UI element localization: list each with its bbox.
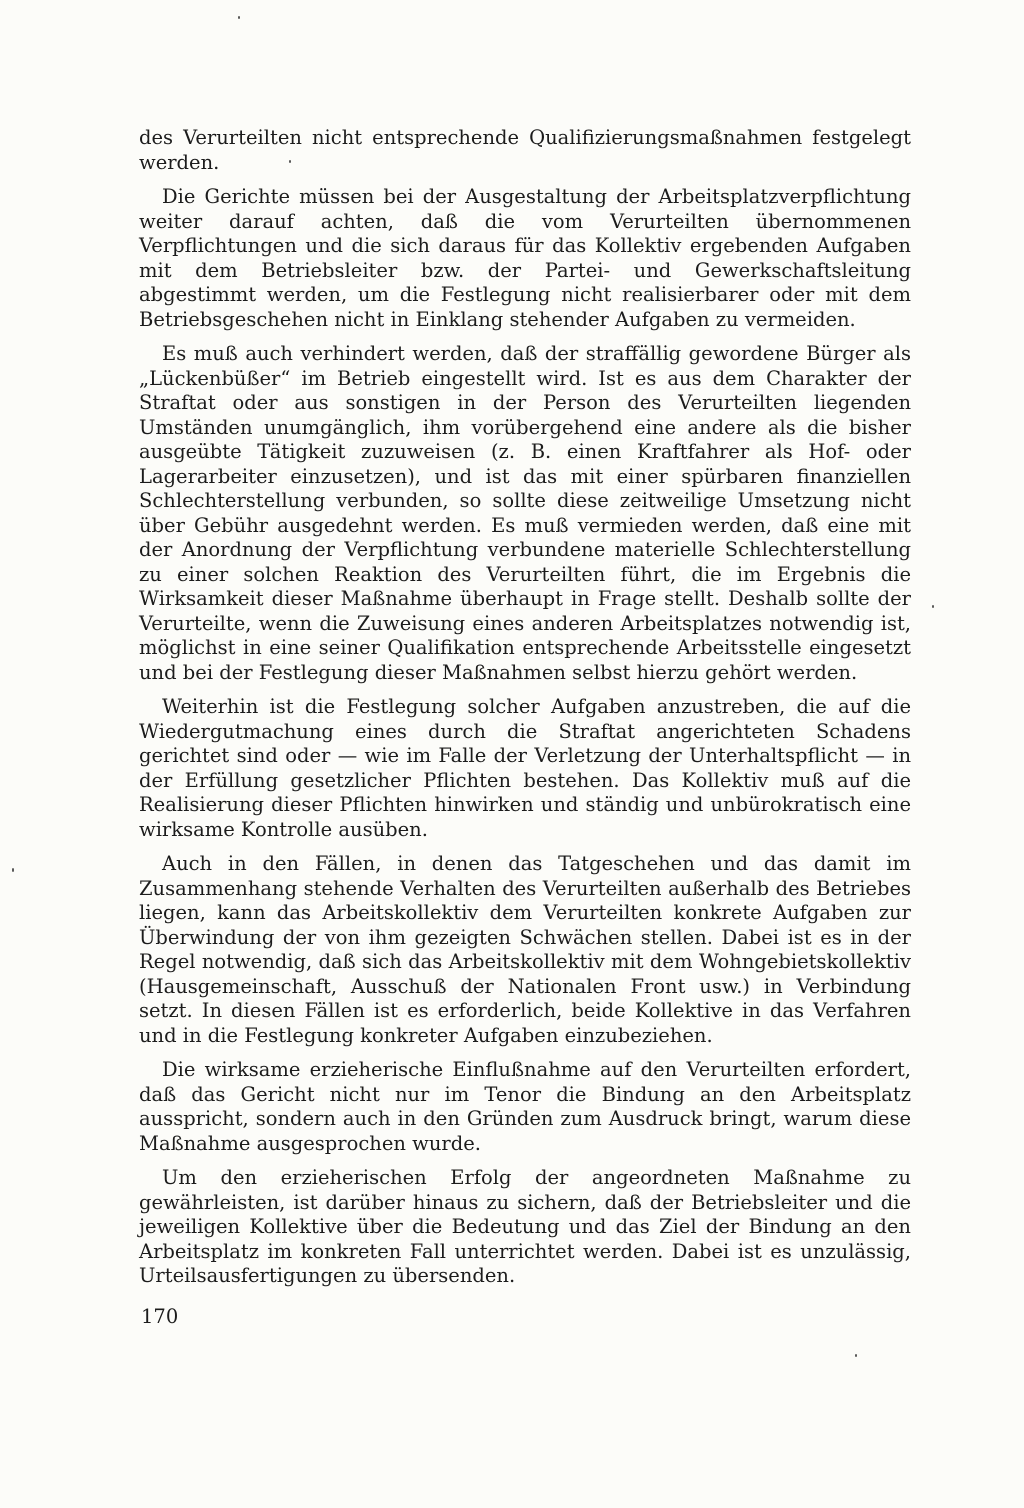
scan-speck: [238, 16, 240, 19]
scan-speck: [932, 605, 934, 608]
scan-speck: [12, 868, 14, 872]
paragraph: Die wirksame erzieherische Einflußnahme auf den Verurteilten erfordert, daß das Gericht nicht nur im Tenor die Bindung an den Arbeitsplatz ausspricht, sondern auch in den Gründen zum Ausdruck bringt, warum diese Maßnahme ausgesprochen wurde.: [139, 1058, 911, 1155]
body-text: [139, 126, 911, 1289]
paragraph-continued: des Verurteilten nicht entsprechende Qualifizierungsmaßnahmen festgelegt werden.: [139, 126, 911, 174]
paragraph: Die Gerichte müssen bei der Ausgestaltung der Arbeitsplatzverpflichtung weiter darauf achten, daß die vom Verurteilten übernommenen Verpflichtungen und die sich daraus für das Kollektiv ergebenden Aufgaben mit dem Betriebsleiter bzw. der Partei- und Gewerkschaftsleitung abgestimmt werden, um die Festlegung nicht realisierbarer oder mit dem Betriebsgeschehen nicht in Einklang stehender Aufgaben zu vermeiden.: [139, 185, 911, 331]
paragraph: Es muß auch verhindert werden, daß der straffällig gewordene Bürger als „Lückenbüßer“ im Betrieb eingestellt wird. Ist es aus dem Charakter der Straftat oder aus sonstigen in der Person des Verurteilten liegenden Umständen unumgänglich, ihm vorübergehend eine andere als die bisher ausgeübte Tätigkeit zuzuweisen (z. B. einen Kraftfahrer als Hof- oder Lagerarbeiter einzusetzen), und ist das mit einer spürbaren finanziellen Schlechterstellung verbunden, so sollte diese zeitweilige Umsetzung nicht über Gebühr ausgedehnt werden. Es muß vermieden werden, daß eine mit der Anordnung der Verpflichtung verbundene materielle Schlechterstellung zu einer solchen Reaktion des Verurteilten führt, die im Ergebnis die Wirksamkeit dieser Maßnahme überhaupt in Frage stellt. Deshalb sollte der Verurteilte, wenn die Zuweisung eines anderen Arbeitsplatzes notwendig ist, möglichst in eine seiner Qualifikation entsprechende Arbeitsstelle eingesetzt und bei der Festlegung dieser Maßnahmen selbst hierzu gehört werden.: [139, 342, 911, 684]
paragraph: Um den erzieherischen Erfolg der angeordneten Maßnahme zu gewährleisten, ist darüber hinaus zu sichern, daß der Betriebsleiter und die jeweiligen Kollektive über die Bedeutung und das Ziel der Bindung an den Arbeitsplatz im konkreten Fall unterrichtet werden. Dabei ist es unzulässig, Urteilsausfertigungen zu übersenden.: [139, 1166, 911, 1287]
paragraph: Auch in den Fällen, in denen das Tatgeschehen und das damit im Zusammenhang stehende Verhalten des Verurteilten außerhalb des Betriebes liegen, kann das Arbeitskollektiv dem Verurteilten konkrete Aufgaben zur Überwindung der von ihm gezeigten Schwächen stellen. Dabei ist es in der Regel notwendig, daß sich das Arbeitskollektiv mit dem Wohngebietskollektiv (Hausgemeinschaft, Ausschuß der Nationalen Front usw.) in Verbindung setzt. In diesen Fällen ist es erforderlich, beide Kollektive in das Verfahren und in die Festlegung konkreter Aufgaben einzubeziehen.: [139, 852, 911, 1047]
scan-speck: [289, 160, 291, 163]
scan-speck: [855, 1354, 857, 1357]
paragraph: Weiterhin ist die Festlegung solcher Aufgaben anzustreben, die auf die Wiedergutmachung eines durch die Straftat angerichteten Schadens gerichtet sind oder — wie im Falle der Verletzung der Unterhaltspflicht — in der Erfüllung gesetzlicher Pflichten bestehen. Das Kollektiv muß auf die Realisierung dieser Pflichten hinwirken und ständig und unbürokratisch eine wirksame Kontrolle ausüben.: [139, 695, 911, 841]
page-number: 170: [141, 1305, 179, 1328]
